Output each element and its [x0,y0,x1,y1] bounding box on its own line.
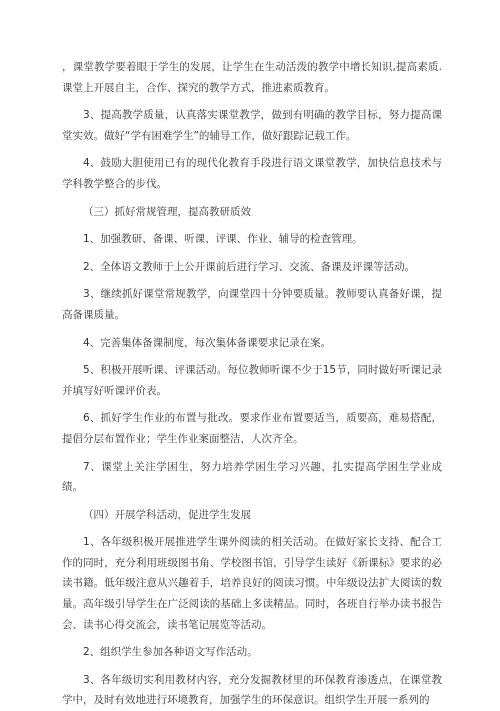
paragraph: 3、各年级切实利用教材内容，充分发掘教材里的环保教育渗透点，在课堂教学中，及时有效地进行环境教育，加强学生的环保意识。组织学生开展一系列的 [62,673,442,707]
section-heading: （四）开展学科活动，促进学生发展 [83,508,251,521]
paragraph: 1、各年级积极开展推进学生课外阅读的相关活动。在做好家长支持、配合工作的同时，充分利用班级图书角、学校图书馆，引导学生读好《新课标》要求的必读书籍。低年级注意从兴趣着手，培养良好的阅读习惯。中年级设法扩大阅读的数量。高年级引导学生在广泛阅读的基础上多读精品。同时，各班自行举办读书报告会、读书心得交流会，读书笔记展览等活动。 [62,536,442,631]
paragraph: 6、抓好学生作业的布置与批改。要求作业布置要适当，质要高，难易搭配，提倡分层布置作业；学生作业案面整洁，人次齐全。 [62,412,442,445]
paragraph: 7、课堂上关注学困生，努力培养学困生学习兴趣，扎实提高学困生学业成绩。 [62,460,442,494]
paragraph: 3、继续抓好课堂常规教学，向课堂四十分钟要质量。教师要认真备好课，提高备课质量。 [62,288,442,321]
paragraph: 1、加强教研、备课、听课、评课、作业、辅导的检查管理。 [83,233,363,246]
paragraph: 4、鼓励大胆使用已有的现代化教育手段进行语文课堂教学，加快信息技术与学科教学整合的步伐。 [62,157,442,190]
paragraph: 2、全体语文教师于上公开课前后进行学习、交流、备课及评课等活动。 [83,260,416,273]
paragraph: 3、提高教学质量，认真落实课堂教学，做到有明确的教学目标，努力提高课堂实效。做好“学有困难学生”的辅导工作，做好跟踪记载工作。 [62,109,442,142]
document-body [62,57,442,711]
paragraph: ，课堂教学要着眼于学生的发展，让学生在生动活泼的教学中增长知识,提高素质.课堂上开展自主，合作、探究的教学方式，推进素质教育。 [62,61,442,94]
paragraph: 2、组织学生参加各种语文写作活动。 [83,646,258,659]
paragraph: 5、积极开展听课、评课活动。每位教师听课不少于15节，同时做好听课记录并填写好听课评价表。 [62,364,442,397]
paragraph: 4、完善集体备课制度，每次集体备课要求记录在案。 [83,336,332,349]
section-heading: （三）抓好常规管理，提高教研质效 [83,205,251,218]
